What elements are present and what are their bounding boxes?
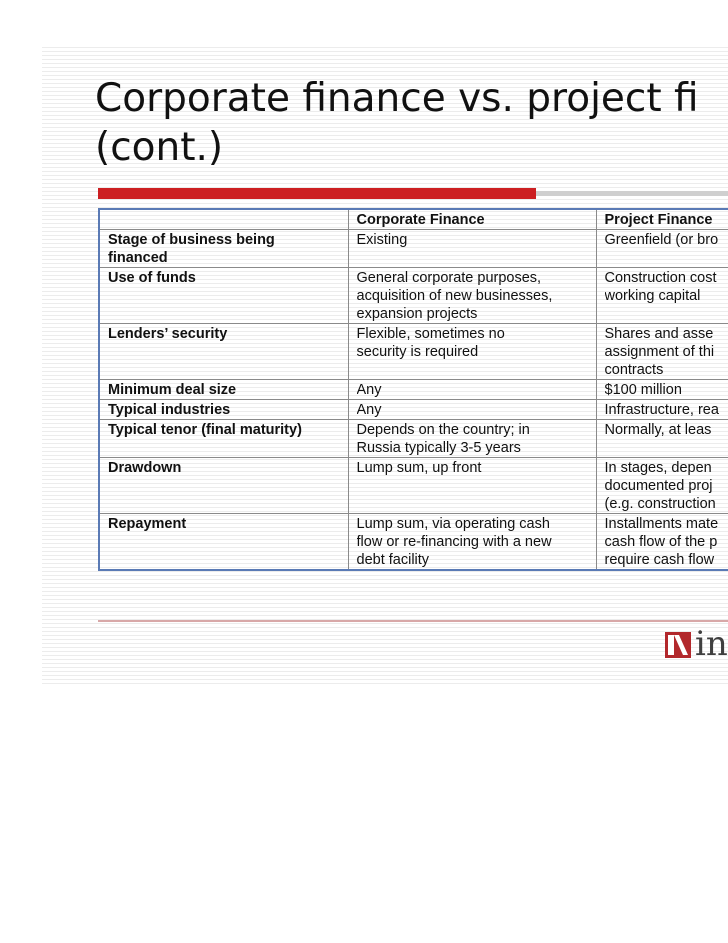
corporate-finance-cell: [348, 420, 596, 458]
table-header-row: [99, 209, 728, 230]
cell-text-line: Greenfield (or bro: [604, 232, 719, 248]
cell-text-line: Repayment: [108, 516, 187, 532]
row-label-cell: [99, 400, 348, 420]
cell-text-line: Use of funds: [108, 270, 196, 286]
header-cell-empty: [99, 209, 348, 230]
project-finance-cell: [596, 230, 728, 268]
header-cell-corporate-finance: [348, 209, 596, 230]
cell-text-line: Construction cost: [604, 270, 717, 286]
cell-text-line: Installments mate: [604, 516, 719, 532]
cell-text-line: $100 million: [604, 382, 682, 398]
cell-text-line: General corporate purposes,: [356, 270, 542, 286]
cell-text-line: flow or re-financing with a new: [356, 534, 552, 550]
comparison-table-body: [99, 209, 728, 570]
cell-text-line: Russia typically 3-5 years: [356, 440, 521, 456]
header-cell-project-finance: [596, 209, 728, 230]
cell-text-line: assignment of thi: [604, 344, 715, 360]
table-row: [99, 458, 728, 514]
table-row: [99, 420, 728, 458]
logo-text: in: [695, 624, 728, 664]
bottom-divider: [98, 620, 728, 622]
row-label-cell: [99, 324, 348, 380]
cell-text-line: Lenders’ security: [108, 326, 228, 342]
cell-text-line: Minimum deal size: [108, 382, 237, 398]
cell-text-line: Lump sum, via operating cash: [356, 516, 550, 532]
cell-text-line: Typical tenor (final maturity): [108, 422, 302, 438]
corporate-finance-cell: [348, 380, 596, 400]
cell-text-line: acquisition of new businesses,: [356, 288, 553, 304]
project-finance-cell: [596, 514, 728, 571]
row-label-cell: [99, 420, 348, 458]
cell-text-line: debt facility: [356, 552, 430, 568]
cell-text-line: Any: [356, 382, 382, 398]
cell-text-line: expansion projects: [356, 306, 478, 322]
slide-title: [95, 74, 728, 172]
title-line-2: (cont.): [95, 125, 224, 170]
cell-text-line: documented proj: [604, 478, 713, 494]
cell-text-line: Typical industries: [108, 402, 231, 418]
corporate-finance-cell: [348, 400, 596, 420]
corporate-finance-cell: [348, 514, 596, 571]
project-finance-cell: [596, 420, 728, 458]
cell-text-line: Stage of business being: [108, 232, 275, 248]
corporate-finance-cell: [348, 458, 596, 514]
corporate-finance-cell: [348, 230, 596, 268]
cell-text-line: Drawdown: [108, 460, 182, 476]
row-label-cell: [99, 230, 348, 268]
project-finance-cell: [596, 324, 728, 380]
cell-text-line: Lump sum, up front: [356, 460, 482, 476]
cell-text-line: require cash flow: [604, 552, 715, 568]
header-corporate-finance: Corporate Finance: [356, 212, 485, 228]
project-finance-cell: [596, 458, 728, 514]
cell-text-line: Existing: [356, 232, 408, 248]
row-label-cell: [99, 268, 348, 324]
table-row: [99, 380, 728, 400]
cell-text-line: (e.g. construction: [604, 496, 716, 512]
row-label-cell: [99, 380, 348, 400]
company-logo: [665, 624, 728, 664]
project-finance-cell: [596, 268, 728, 324]
table-row: [99, 514, 728, 571]
table-row: [99, 230, 728, 268]
n-logo-icon: [665, 632, 691, 658]
row-label-cell: [99, 458, 348, 514]
cell-text-line: cash flow of the p: [604, 534, 718, 550]
cell-text-line: Depends on the country; in: [356, 422, 530, 438]
table-row: [99, 268, 728, 324]
cell-text-line: In stages, depen: [604, 460, 712, 476]
cell-text-line: Shares and asse: [604, 326, 714, 342]
title-underline-red: [98, 188, 536, 199]
table-row: [99, 324, 728, 380]
title-line-1: Corporate finance vs. project fi: [95, 76, 699, 121]
title-underline-gray: [536, 191, 728, 196]
cell-text-line: Infrastructure, rea: [604, 402, 719, 418]
table-row: [99, 400, 728, 420]
header-project-finance: Project Finance: [604, 212, 713, 228]
comparison-table-wrapper: [98, 208, 728, 571]
cell-text-line: Any: [356, 402, 382, 418]
cell-text-line: contracts: [604, 362, 664, 378]
cell-text-line: Normally, at leas: [604, 422, 712, 438]
cell-text-line: Flexible, sometimes no: [356, 326, 505, 342]
cell-text-line: security is required: [356, 344, 479, 360]
row-label-cell: [99, 514, 348, 571]
cell-text-line: financed: [108, 250, 168, 266]
corporate-finance-cell: [348, 268, 596, 324]
comparison-table: [98, 208, 728, 571]
project-finance-cell: [596, 400, 728, 420]
project-finance-cell: [596, 380, 728, 400]
cell-text-line: working capital: [604, 288, 701, 304]
corporate-finance-cell: [348, 324, 596, 380]
